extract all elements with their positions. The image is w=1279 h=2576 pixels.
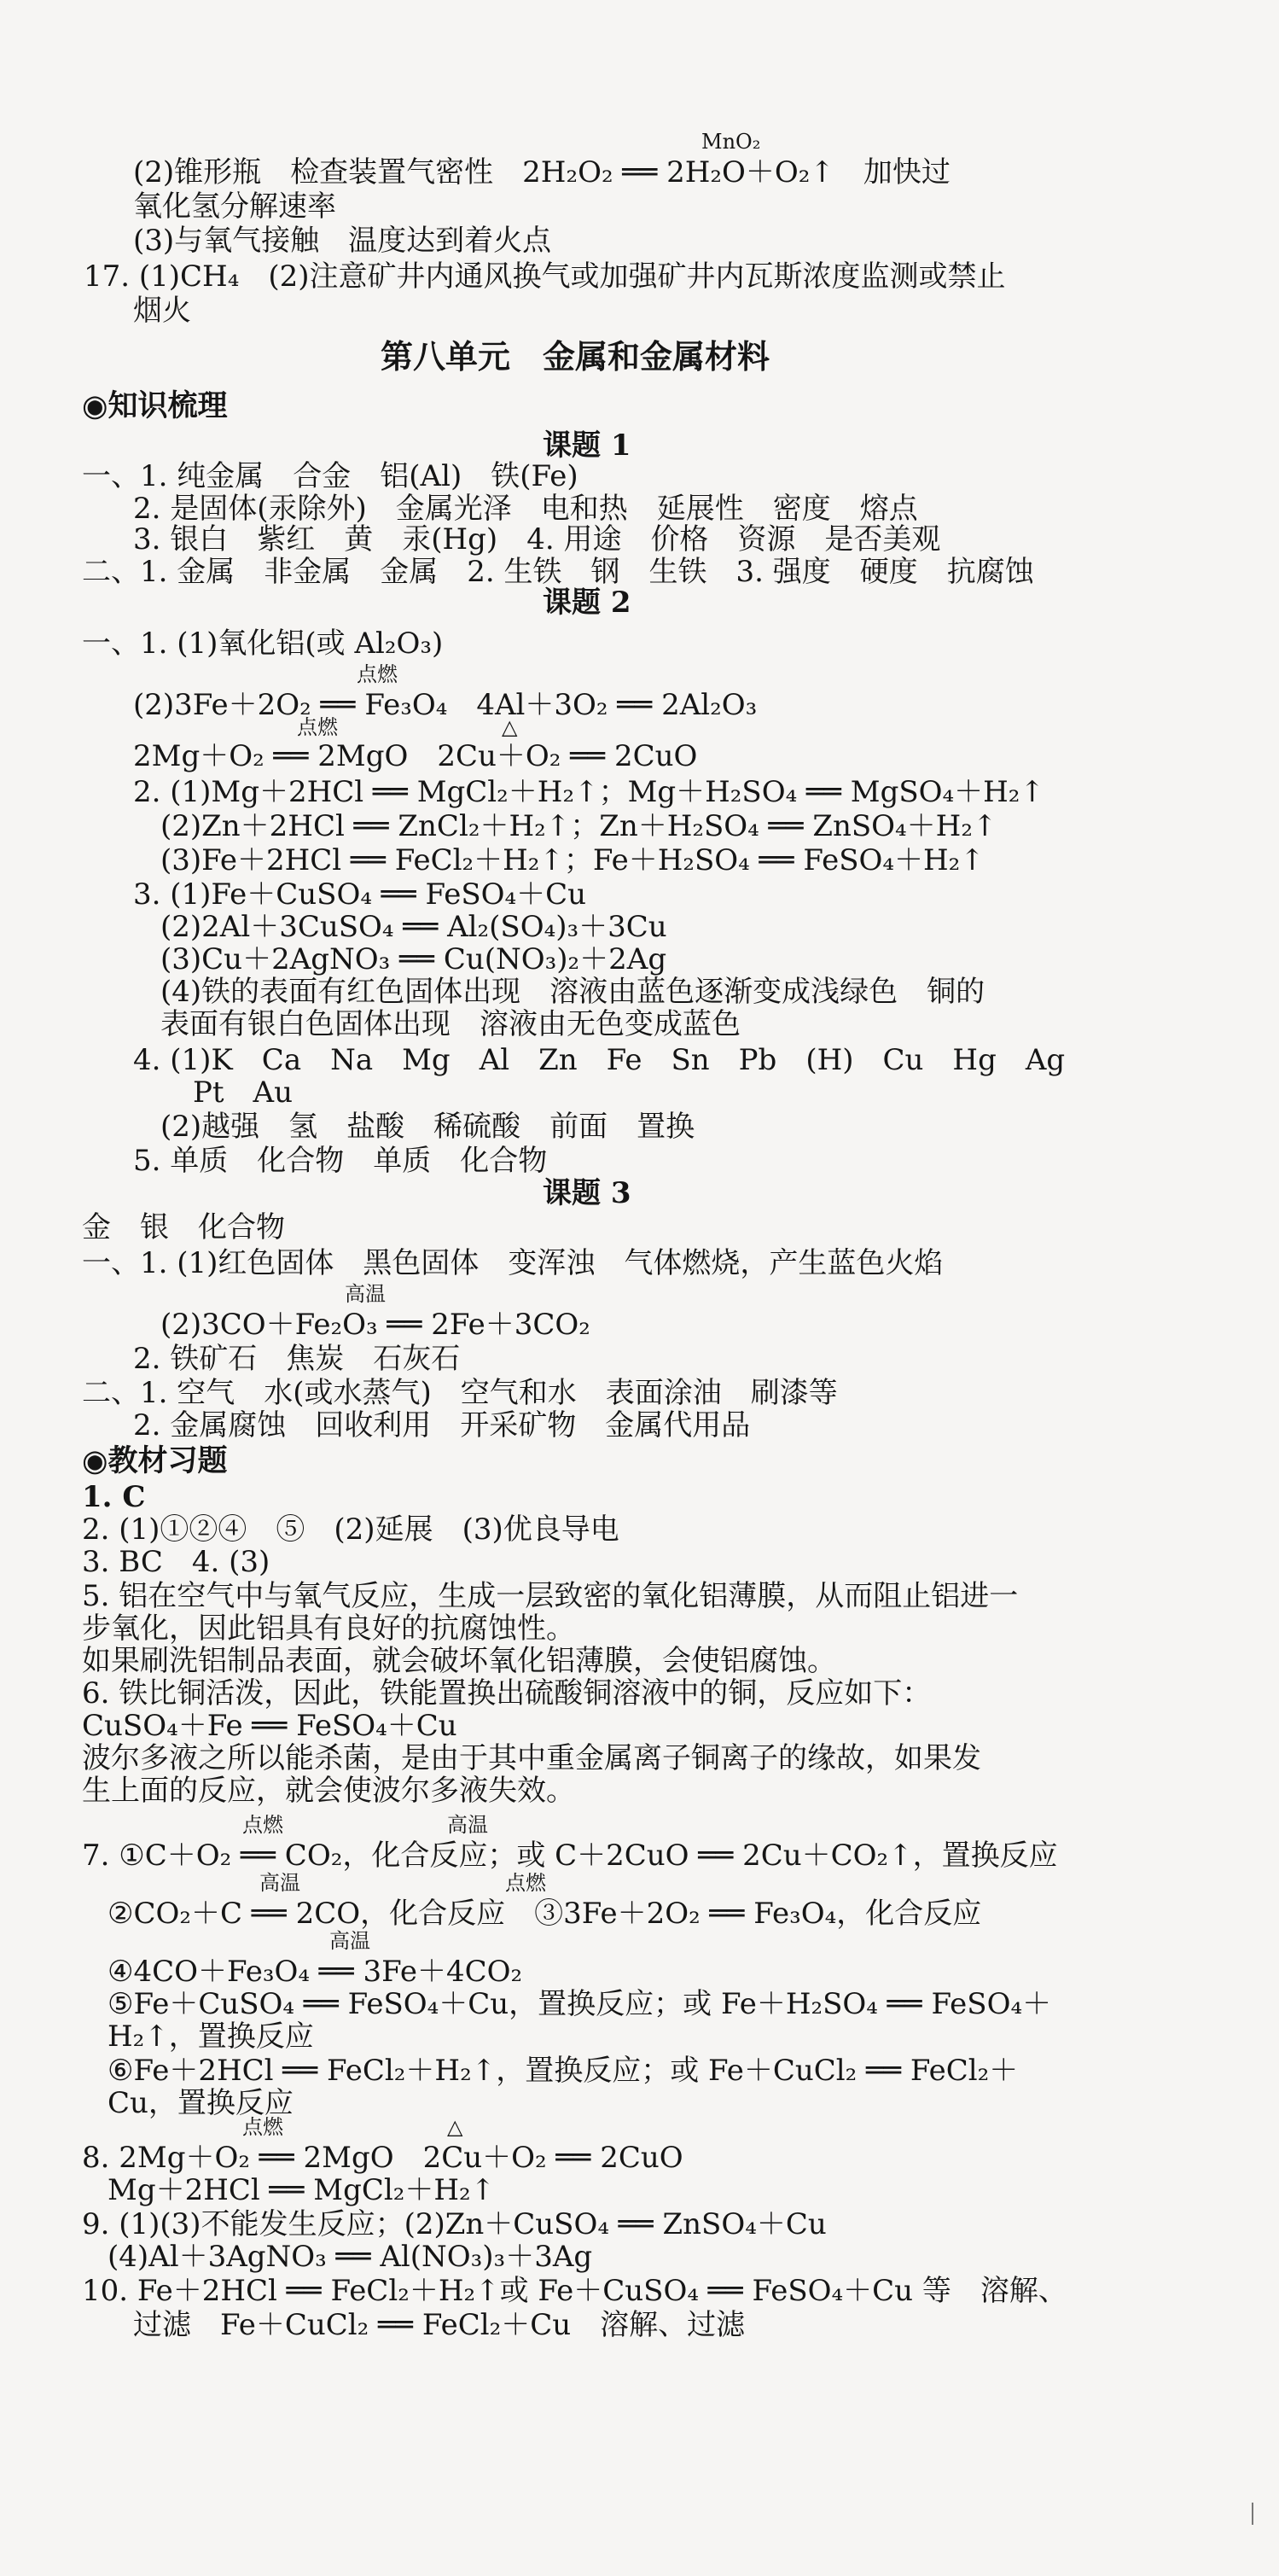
text-line: 7. ①C＋O₂ ══ CO₂，化合反应；或 C＋2CuO ══ 2Cu＋CO₂↑，置换反应 <box>82 1839 1058 1873</box>
text-line: 一、1. (1)红色固体 黑色固体 变浑浊 气体燃烧，产生蓝色火焰 <box>82 1246 944 1280</box>
text-line: 高温 <box>329 1929 370 1953</box>
text-line: 高温 点燃 <box>259 1871 546 1895</box>
text-line: 3. BC 4. (3) <box>82 1545 270 1579</box>
text-line: 一、1. (1)氧化铝(或 Al₂O₃) <box>82 627 444 661</box>
text-line: (2)Zn＋2HCl ══ ZnCl₂＋H₂↑；Zn＋H₂SO₄ ══ ZnSO₄＋H₂↑ <box>160 809 997 843</box>
text-line: 9. (1)(3)不能发生反应；(2)Zn＋CuSO₄ ══ ZnSO₄＋Cu <box>82 2207 827 2241</box>
text-line: (2)3CO＋Fe₂O₃ ══ 2Fe＋3CO₂ <box>160 1308 590 1342</box>
text-line: 17. (1)CH₄ (2)注意矿井内通风换气或加强矿井内瓦斯浓度监测或禁止 <box>84 259 1006 294</box>
scan-mark <box>1252 2503 1253 2525</box>
text-line: 点燃 <box>357 662 398 686</box>
text-line: (2)3Fe＋2O₂ ══ Fe₃O₄ 4Al＋3O₂ ══ 2Al₂O₃ <box>133 688 758 722</box>
text-line: ◉教材习题 <box>82 1443 228 1478</box>
text-line: CuSO₄＋Fe ══ FeSO₄＋Cu <box>82 1709 457 1743</box>
text-line: (4)铁的表面有红色固体出现 溶液由蓝色逐渐变成浅绿色 铜的 <box>160 975 985 1009</box>
text-line: 2Mg＋O₂ ══ 2MgO 2Cu＋O₂ ══ 2CuO <box>133 739 698 773</box>
text-line: ②CO₂＋C ══ 2CO，化合反应 ③3Fe＋2O₂ ══ Fe₃O₄，化合反应 <box>108 1897 982 1931</box>
text-line: 1. C <box>82 1480 146 1514</box>
text-line: 表面有银白色固体出现 溶液由无色变成蓝色 <box>160 1007 741 1041</box>
text-line: H₂↑，置换反应 <box>108 2019 314 2054</box>
text-line: 过滤 Fe＋CuCl₂ ══ FeCl₂＋Cu 溶解、过滤 <box>133 2308 746 2342</box>
text-line: ⑥Fe＋2HCl ══ FeCl₂＋H₂↑，置换反应；或 Fe＋CuCl₂ ══ FeCl₂＋ <box>108 2054 1019 2088</box>
text-line: 2. 是固体(汞除外) 金属光泽 电和热 延展性 密度 熔点 <box>133 492 918 526</box>
text-line: Mg＋2HCl ══ MgCl₂＋H₂↑ <box>108 2173 496 2207</box>
text-line: (3)与氧气接触 温度达到着火点 <box>133 224 552 258</box>
text-line: 5. 铝在空气中与氧气反应，生成一层致密的氧化铝薄膜，从而阻止铝进一 <box>82 1579 1019 1613</box>
text-line: 氧化氢分解速率 <box>133 189 336 224</box>
text-line: 2. (1)①②④ ⑤ (2)延展 (3)优良导电 <box>82 1512 619 1547</box>
text-line: 点燃 △ <box>242 2115 463 2139</box>
text-line: (3)Cu＋2AgNO₃ ══ Cu(NO₃)₂＋2Ag <box>160 942 667 976</box>
text-line: 6. 铁比铜活泼，因此，铁能置换出硫酸铜溶液中的铜，反应如下： <box>82 1676 932 1711</box>
text-line: 第八单元 金属和金属材料 <box>381 337 770 376</box>
text-line: 金 银 化合物 <box>82 1210 285 1244</box>
text-line: 3. 银白 紫红 黄 汞(Hg) 4. 用途 价格 资源 是否美观 <box>133 522 941 557</box>
text-line: 2. (1)Mg＋2HCl ══ MgCl₂＋H₂↑；Mg＋H₂SO₄ ══ MgSO₄＋H₂↑ <box>133 775 1044 809</box>
text-line: 点燃 △ <box>297 715 518 739</box>
text-line: 10. Fe＋2HCl ══ FeCl₂＋H₂↑或 Fe＋CuSO₄ ══ FeSO₄＋Cu 等 溶解、 <box>82 2274 1067 2308</box>
text-line: 5. 单质 化合物 单质 化合物 <box>133 1144 548 1178</box>
text-line: 生上面的反应，就会使波尔多液失效。 <box>82 1774 575 1808</box>
text-line: 一、1. 纯金属 合金 铝(Al) 铁(Fe) <box>82 459 578 493</box>
text-line: (4)Al＋3AgNO₃ ══ Al(NO₃)₃＋3Ag <box>108 2240 593 2274</box>
text-line: 2. 铁矿石 焦炭 石灰石 <box>133 1342 461 1376</box>
text-line: ⑤Fe＋CuSO₄ ══ FeSO₄＋Cu，置换反应；或 Fe＋H₂SO₄ ══ FeSO₄＋ <box>108 1987 1052 2021</box>
text-line: 8. 2Mg＋O₂ ══ 2MgO 2Cu＋O₂ ══ 2CuO <box>82 2141 683 2175</box>
text-line: (2)锥形瓶 检查装置气密性 2H₂O₂ ══ 2H₂O＋O₂↑ 加快过 <box>133 155 951 189</box>
text-line: 高温 <box>345 1282 386 1306</box>
text-line: 二、1. 金属 非金属 金属 2. 生铁 钢 生铁 3. 强度 硬度 抗腐蚀 <box>82 555 1034 589</box>
text-line: Cu，置换反应 <box>108 2086 294 2120</box>
text-line: ◉知识梳理 <box>82 388 228 423</box>
text-line: ④4CO＋Fe₃O₄ ══ 3Fe＋4CO₂ <box>108 1955 523 1989</box>
text-line: 课题 2 <box>543 586 631 620</box>
text-line: 步氧化，因此铝具有良好的抗腐蚀性。 <box>82 1611 575 1646</box>
text-line: 如果刷洗铝制品表面，就会破坏氧化铝薄膜，会使铝腐蚀。 <box>82 1644 836 1678</box>
text-line: 4. (1)K Ca Na Mg Al Zn Fe Sn Pb (H) Cu Hg Ag <box>133 1043 1066 1077</box>
text-line: 点燃 高温 <box>242 1813 488 1837</box>
text-line: 二、1. 空气 水(或水蒸气) 空气和水 表面涂油 刷漆等 <box>82 1376 838 1410</box>
text-line: MnO₂ <box>701 130 761 154</box>
text-line: 课题 3 <box>543 1176 631 1210</box>
text-line: 烟火 <box>133 294 191 328</box>
text-line: (2)越强 氢 盐酸 稀硫酸 前面 置换 <box>160 1110 695 1144</box>
text-line: 波尔多液之所以能杀菌，是由于其中重金属离子铜离子的缘故，如果发 <box>82 1741 981 1775</box>
text-line: (3)Fe＋2HCl ══ FeCl₂＋H₂↑；Fe＋H₂SO₄ ══ FeSO₄＋H₂↑ <box>160 843 985 877</box>
text-line: 课题 1 <box>543 428 631 463</box>
text-line: Pt Au <box>193 1075 293 1110</box>
text-line: (2)2Al＋3CuSO₄ ══ Al₂(SO₄)₃＋3Cu <box>160 910 667 944</box>
text-line: 3. (1)Fe＋CuSO₄ ══ FeSO₄＋Cu <box>133 877 587 912</box>
text-line: 2. 金属腐蚀 回收利用 开采矿物 金属代用品 <box>133 1408 751 1442</box>
